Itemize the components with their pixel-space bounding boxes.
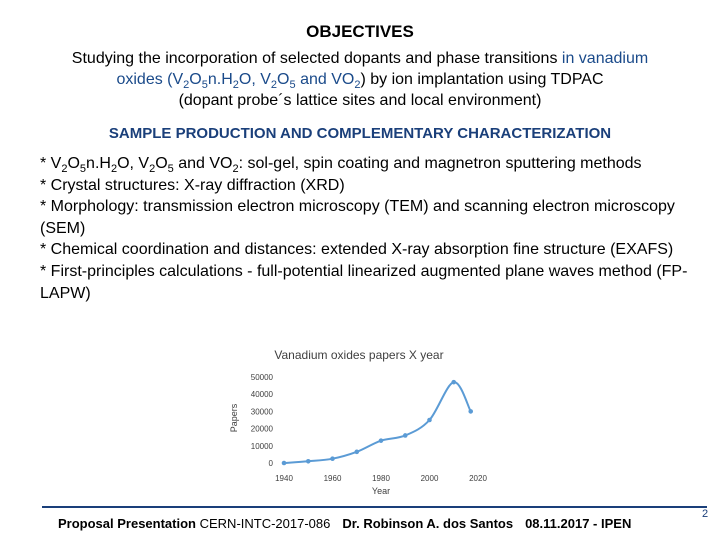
intro-line2: oxides ($V_2O_5n.H_2O$, $V_2O_5$ and $VO_2$ xyxy=(116,71,361,92)
footer-date: 08.11.2017 - xyxy=(525,516,598,531)
bullet-first-principles: * First-principles calculations - full-potential linearized augmented plane waves method (FP-LAPW) xyxy=(40,262,688,302)
footer-divider xyxy=(42,506,707,508)
data-point-2017 xyxy=(468,409,473,414)
y-tick-labels xyxy=(251,373,274,468)
x-tick-2020: 2020 xyxy=(469,474,487,483)
y-tick-50000: 50000 xyxy=(250,373,273,382)
x-tick-1980: 1980 xyxy=(372,474,390,483)
slide-title: OBJECTIVES xyxy=(306,22,414,41)
data-point-1970 xyxy=(354,450,359,455)
intro-part1: Studying the incorporation of selected dopants and phase transitions xyxy=(71,50,562,67)
bullet-chemical-coordination: * Chemical coordination and distances: extended X-ray absorption fine structure (EXAFS) xyxy=(40,241,674,259)
data-point-1990 xyxy=(403,433,408,438)
chart-xlabel: Year xyxy=(371,486,391,496)
bullet-sample-production: * $V_2O_5n.H_2O$, $V_2O_5$ and $VO_2$: sol-gel, spin coating and magnetron sputtering methods xyxy=(40,155,642,176)
y-tick-40000: 40000 xyxy=(250,390,273,400)
footer-code: CERN-INTC-2017-086 xyxy=(199,516,331,531)
papers-chart xyxy=(222,342,512,500)
y-tick-10000: 10000 xyxy=(250,441,273,451)
y-tick-30000: 30000 xyxy=(250,407,273,417)
footer-author: Dr. Robinson A. dos Santos xyxy=(342,516,514,531)
x-tick-labels xyxy=(275,474,487,483)
x-tick-1940: 1940 xyxy=(275,474,293,483)
intro-highlight: in vanadium xyxy=(561,50,649,67)
data-point-2010 xyxy=(451,380,456,385)
intro-line2-tail: ) by ion implantation using TDPAC xyxy=(360,71,604,88)
data-point-1940 xyxy=(282,461,287,466)
data-point-1960 xyxy=(330,456,335,461)
chart-ylabel: Papers xyxy=(229,403,239,433)
page-number: 2 xyxy=(702,508,709,520)
intro-line3: (dopant probe´s lattice sites and local environment) xyxy=(178,92,542,109)
data-point-1980 xyxy=(379,438,384,443)
chart-title: Vanadium oxides papers X year xyxy=(274,348,444,362)
objectives-text xyxy=(20,48,700,111)
y-tick-20000: 20000 xyxy=(250,424,273,434)
bullet-morphology: * Morphology: transmission electron microscopy (TEM) and scanning electron microscopy (SEM) xyxy=(40,198,675,237)
footer-label: Proposal Presentation xyxy=(58,516,196,531)
bullet-list xyxy=(40,153,700,304)
x-tick-1960: 1960 xyxy=(323,474,342,483)
footer xyxy=(58,516,631,531)
x-tick-2000: 2000 xyxy=(420,474,439,483)
series-line xyxy=(284,382,471,463)
data-point-2000 xyxy=(427,418,432,423)
y-tick-0: 0 xyxy=(268,459,273,468)
bullet-crystal-structures: * Crystal structures: X-ray diffraction (XRD) xyxy=(40,176,345,194)
footer-org: IPEN xyxy=(601,516,632,531)
data-point-1950 xyxy=(306,459,311,464)
section-heading: SAMPLE PRODUCTION AND COMPLEMENTARY CHARACTERIZATION xyxy=(108,125,612,142)
